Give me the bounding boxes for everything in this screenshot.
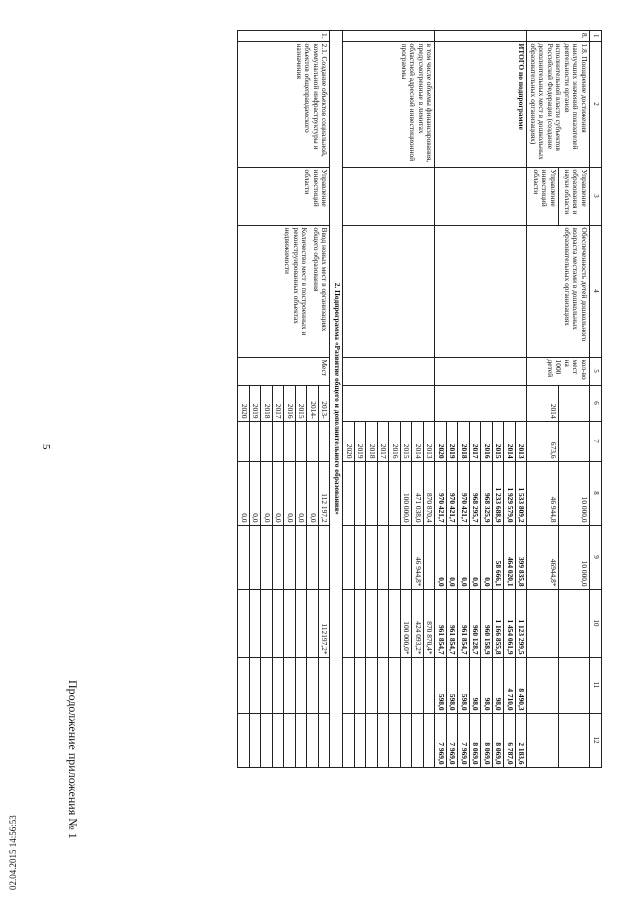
value-other xyxy=(318,713,330,767)
year: 2019 xyxy=(354,421,366,461)
empty xyxy=(435,357,527,385)
indicator-name: Обеспеченность детей дошкольного возраста местами в дошкольных образовательных организациях xyxy=(527,225,590,357)
year: 2014 xyxy=(527,385,558,421)
value-local xyxy=(400,657,412,713)
value-regional: 424 093,2* xyxy=(412,589,424,657)
value-federal: 0,0 xyxy=(469,525,481,589)
value-other: 7 969,0 xyxy=(435,713,447,767)
value-federal: 0,0 xyxy=(435,525,447,589)
indicator-name: Ввод новых мест в организациях общего образования xyxy=(311,227,330,332)
year: 2013 xyxy=(423,421,435,461)
year: 2016 xyxy=(284,385,296,421)
value-total: 968 295,7 xyxy=(469,461,481,525)
year: 2020 xyxy=(343,421,355,461)
value-local xyxy=(527,657,558,713)
program-table xyxy=(237,30,602,768)
value-federal xyxy=(284,525,296,589)
value-regional xyxy=(527,589,558,657)
value-total: 0,0 xyxy=(238,461,250,525)
column-number: 1 xyxy=(590,31,602,42)
value-total: 0,0 xyxy=(307,461,319,525)
table-row xyxy=(423,31,435,768)
year: 2014 xyxy=(412,421,424,461)
value-federal xyxy=(318,525,330,589)
column-number: 2 xyxy=(590,41,602,167)
value-other: 8 069,0 xyxy=(492,713,504,767)
value-local: 98,0 xyxy=(469,657,481,713)
column-number: 4 xyxy=(590,225,602,357)
value-local xyxy=(558,657,589,713)
value-regional xyxy=(284,589,296,657)
table-row xyxy=(515,31,527,768)
value-other: 2 183,6 xyxy=(515,713,527,767)
year: 2017 xyxy=(272,385,284,421)
value-total: 870 870,4 xyxy=(423,461,435,525)
year: 2017 xyxy=(469,421,481,461)
value-federal xyxy=(400,525,412,589)
indicator-value xyxy=(295,421,307,461)
indicator-value xyxy=(238,421,250,461)
responsible-org: Управление инвестиций области xyxy=(527,167,558,225)
year: 2014 xyxy=(504,421,516,461)
column-number: 3 xyxy=(590,167,602,225)
indicator-name: Количество мест в построенных и реконструированных объектах недвижимости xyxy=(283,227,310,336)
value-total: 1 929 579,0 xyxy=(504,461,516,525)
year: 2013- xyxy=(318,385,330,421)
value-federal xyxy=(354,525,366,589)
year: 2019 xyxy=(446,421,458,461)
indicator-value xyxy=(249,421,261,461)
value-local: 598,0 xyxy=(435,657,447,713)
value-other xyxy=(366,713,378,767)
value-regional: 100 000,0* xyxy=(400,589,412,657)
value-federal: 0,0 xyxy=(458,525,470,589)
column-number: 5 xyxy=(590,357,602,385)
value-other: 7 969,0 xyxy=(458,713,470,767)
value-total: 1 233 688,9 xyxy=(492,461,504,525)
value-total: 970 421,7 xyxy=(446,461,458,525)
including-label: в том числе объемы финансирования, предусмотренные в лимитах областной адресной инвестиционной программы xyxy=(343,41,435,167)
value-total: 0,0 xyxy=(249,461,261,525)
empty xyxy=(435,225,527,357)
value-regional xyxy=(307,589,319,657)
value-other xyxy=(412,713,424,767)
section-title: 2. Подпрограмма «Развитие общего и дополнительного образования» xyxy=(330,31,343,768)
value-local xyxy=(318,657,330,713)
value-local: 98,0 xyxy=(492,657,504,713)
row-number: 8. xyxy=(527,31,590,42)
value-total: 970 421,7 xyxy=(435,461,447,525)
unit: кол-во мест на 1000 детей xyxy=(527,357,590,385)
value-federal xyxy=(238,525,250,589)
value-other: 6 787,0 xyxy=(504,713,516,767)
value-other xyxy=(295,713,307,767)
year: 2019 xyxy=(249,385,261,421)
value-federal xyxy=(295,525,307,589)
column-number: 7 xyxy=(590,421,602,461)
indicator-value xyxy=(318,421,330,461)
value-local xyxy=(354,657,366,713)
empty xyxy=(343,385,435,421)
value-total xyxy=(377,461,389,525)
value-local: 98,0 xyxy=(481,657,493,713)
value-total: 970 421,7 xyxy=(458,461,470,525)
value-other xyxy=(527,713,558,767)
value-local: 598,0 xyxy=(446,657,458,713)
column-number: 8 xyxy=(590,461,602,525)
value-other xyxy=(343,713,355,767)
appendix-label: Продолжение приложения № 1 xyxy=(66,680,80,839)
year: 2018 xyxy=(366,421,378,461)
value-federal xyxy=(343,525,355,589)
value-total xyxy=(366,461,378,525)
value-local xyxy=(389,657,401,713)
value-federal xyxy=(389,525,401,589)
header-row xyxy=(590,31,602,768)
value-federal: 464 020,1 xyxy=(504,525,516,589)
value-federal xyxy=(249,525,261,589)
column-number: 6 xyxy=(590,385,602,421)
value-local xyxy=(423,657,435,713)
year: 2020 xyxy=(435,421,447,461)
value-total: 1 533 809,2 xyxy=(515,461,527,525)
value-total xyxy=(343,461,355,525)
value-regional: 112197,2* xyxy=(318,589,330,657)
value-total: 46 944,8 xyxy=(527,461,558,525)
value-federal xyxy=(377,525,389,589)
value-other xyxy=(354,713,366,767)
indicator-value xyxy=(307,421,319,461)
value-regional xyxy=(238,589,250,657)
value-regional xyxy=(558,589,589,657)
unit: Мест xyxy=(238,357,330,385)
value-other: 8 069,0 xyxy=(469,713,481,767)
value-other xyxy=(284,713,296,767)
empty xyxy=(435,167,527,225)
section-row xyxy=(330,31,343,768)
indicator-value: 673,6 xyxy=(527,421,558,461)
value-local: 598,0 xyxy=(458,657,470,713)
value-regional: 961 854,7 xyxy=(446,589,458,657)
year: 2015 xyxy=(400,421,412,461)
value-other: 7 969,0 xyxy=(446,713,458,767)
value-other xyxy=(307,713,319,767)
value-total: 112 197,2 xyxy=(318,461,330,525)
column-number: 10 xyxy=(590,589,602,657)
value-local xyxy=(343,657,355,713)
value-regional xyxy=(366,589,378,657)
value-local xyxy=(284,657,296,713)
table-row xyxy=(318,31,330,768)
year: 2016 xyxy=(389,421,401,461)
value-regional: 960 128,7 xyxy=(469,589,481,657)
year: 2015 xyxy=(492,421,504,461)
value-federal xyxy=(423,525,435,589)
value-regional xyxy=(272,589,284,657)
value-federal: 0,0 xyxy=(446,525,458,589)
value-local xyxy=(261,657,273,713)
value-total: 0,0 xyxy=(295,461,307,525)
value-local xyxy=(366,657,378,713)
value-regional xyxy=(377,589,389,657)
column-number: 9 xyxy=(590,525,602,589)
year xyxy=(558,385,589,421)
value-local xyxy=(249,657,261,713)
value-federal xyxy=(272,525,284,589)
activity-name: 1.8. Поощрение достижения наилучших значений показателей деятельности органов исполнительной власти субъектов Российской Федерации (создание дополнительных мест в дошкольных образовательных организациях) xyxy=(527,41,590,167)
row-number: 1. xyxy=(238,31,330,42)
responsible-org: Управление инвестиций области xyxy=(238,167,330,225)
year: 2018 xyxy=(261,385,273,421)
value-total xyxy=(389,461,401,525)
year: 2018 xyxy=(458,421,470,461)
value-regional xyxy=(354,589,366,657)
value-total: 471 038,0 xyxy=(412,461,424,525)
timestamp: 02.04.2015 14:56:53 xyxy=(8,815,18,890)
value-local xyxy=(272,657,284,713)
empty xyxy=(343,357,435,385)
value-local xyxy=(295,657,307,713)
indicator-value xyxy=(558,421,589,461)
column-number: 12 xyxy=(590,713,602,767)
value-regional xyxy=(295,589,307,657)
row-number xyxy=(435,31,527,42)
value-local xyxy=(377,657,389,713)
value-regional: 1 454 061,9 xyxy=(504,589,516,657)
year: 2015 xyxy=(295,385,307,421)
value-local: 4 710,0 xyxy=(504,657,516,713)
value-federal: 0,0 xyxy=(481,525,493,589)
value-regional xyxy=(249,589,261,657)
value-other xyxy=(261,713,273,767)
indicator-cell xyxy=(238,225,330,357)
value-other xyxy=(272,713,284,767)
empty xyxy=(343,225,435,357)
value-total xyxy=(354,461,366,525)
value-other xyxy=(400,713,412,767)
value-regional: 870 870,4* xyxy=(423,589,435,657)
value-federal: 46 944,8* xyxy=(412,525,424,589)
value-federal xyxy=(366,525,378,589)
value-local xyxy=(238,657,250,713)
value-other xyxy=(249,713,261,767)
year: 2017 xyxy=(377,421,389,461)
indicator-value xyxy=(272,421,284,461)
value-regional: 961 854,7 xyxy=(435,589,447,657)
value-regional xyxy=(389,589,401,657)
value-regional: 1 123 299,5 xyxy=(515,589,527,657)
value-federal: 58 666,1 xyxy=(492,525,504,589)
row-number xyxy=(343,31,435,42)
value-total: 0,0 xyxy=(272,461,284,525)
indicator-value xyxy=(284,421,296,461)
value-federal: 399 835,8 xyxy=(515,525,527,589)
year: 2016 xyxy=(481,421,493,461)
value-total: 0,0 xyxy=(261,461,273,525)
value-regional: 961 854,7 xyxy=(458,589,470,657)
value-local xyxy=(307,657,319,713)
value-regional xyxy=(343,589,355,657)
value-total: 10 000,0 xyxy=(558,461,589,525)
value-other xyxy=(558,713,589,767)
empty xyxy=(343,167,435,225)
value-regional xyxy=(261,589,273,657)
value-other xyxy=(389,713,401,767)
value-local: 8 490,3 xyxy=(515,657,527,713)
value-federal xyxy=(261,525,273,589)
empty xyxy=(435,385,527,421)
value-other xyxy=(423,713,435,767)
year: 2014- xyxy=(307,385,319,421)
total-label: ИТОГО по подпрограмме xyxy=(435,41,527,167)
value-federal: 46944,8* xyxy=(527,525,558,589)
value-total: 0,0 xyxy=(284,461,296,525)
value-local xyxy=(412,657,424,713)
value-total: 968 325,9 xyxy=(481,461,493,525)
value-other: 8 069,0 xyxy=(481,713,493,767)
year: 2013 xyxy=(515,421,527,461)
value-regional: 960 158,9 xyxy=(481,589,493,657)
value-other xyxy=(377,713,389,767)
value-total: 100 000,0 xyxy=(400,461,412,525)
value-federal: 10 000,0 xyxy=(558,525,589,589)
value-regional: 1 166 855,8 xyxy=(492,589,504,657)
indicator-value xyxy=(261,421,273,461)
year: 2020 xyxy=(238,385,250,421)
page-number: 5 xyxy=(40,444,52,450)
responsible-org: Управление образования и науки области xyxy=(558,167,589,225)
table-row xyxy=(558,31,589,768)
value-federal xyxy=(307,525,319,589)
value-other xyxy=(238,713,250,767)
column-number: 11 xyxy=(590,657,602,713)
activity-name: 2.1. Создание объектов социальной, коммунальной инфраструктуры и объектов общеправдамского назначения xyxy=(238,41,330,167)
